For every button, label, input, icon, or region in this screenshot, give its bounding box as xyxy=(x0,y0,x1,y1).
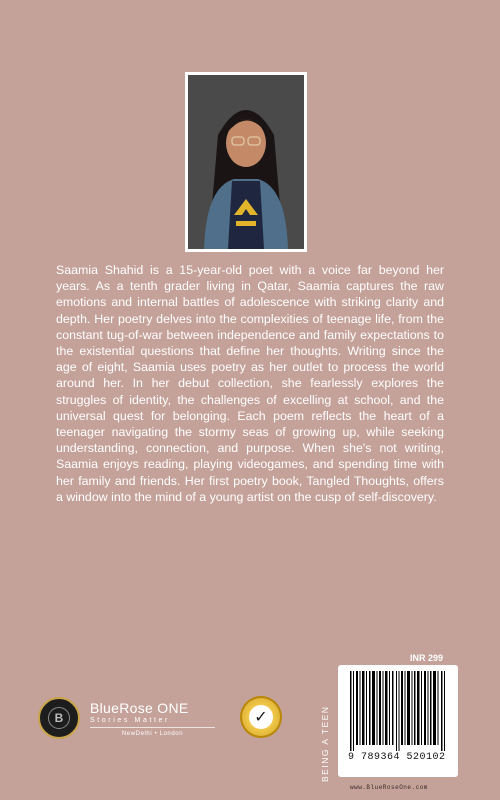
category-label: BEING A TEEN xyxy=(320,705,330,782)
publisher-divider xyxy=(90,727,215,728)
publisher-tagline: Stories Matter xyxy=(90,717,170,724)
barcode xyxy=(348,671,450,751)
author-photo-frame xyxy=(185,72,307,252)
isbn-number: 9 789364 520102 xyxy=(348,752,446,763)
isbn-barcode-box xyxy=(338,665,458,777)
publisher-locations: NewDelhi • London xyxy=(121,731,184,737)
check-icon: ✓ xyxy=(249,705,273,729)
publisher-url: www.BlueRoseOne.com xyxy=(350,784,428,791)
bluerose-logo-icon xyxy=(38,697,80,739)
certification-badge-icon xyxy=(240,696,282,738)
publisher-brand xyxy=(90,700,220,737)
logo-letter-mark: B xyxy=(48,707,70,729)
author-photo xyxy=(188,75,304,249)
publisher-name: BlueRose ONE xyxy=(90,700,189,716)
price-label: INR 299 xyxy=(410,653,444,663)
author-bio: Saamia Shahid is a 15-year-old poet with a voice far beyond her years. As a tenth grader living in Qatar, Saamia captures the raw emotions and internal battles of adolescence with striking clarity and depth. Her poetry delves into the complexities of teenage life, from the constant tug-of-war between independence and family expectations to the existential questions that define her thoughts. Writing since the age of eight, Saamia uses poetry as her outlet to process the world around her. In her debut collection, she fearlessly explores the struggles of identity, the challenges of excelling at school, and the universal quest for belonging. Each poem reflects the heart of a teenager navigating the stormy seas of growing up, while seeking understanding, connection, and purpose. When she's not writing, Saamia enjoys reading, playing videogames, and spending time with her family and friends. Her first poetry book, Tangled Thoughts, offers a window into the mind of a young artist on the cusp of self-discovery. xyxy=(56,263,444,504)
